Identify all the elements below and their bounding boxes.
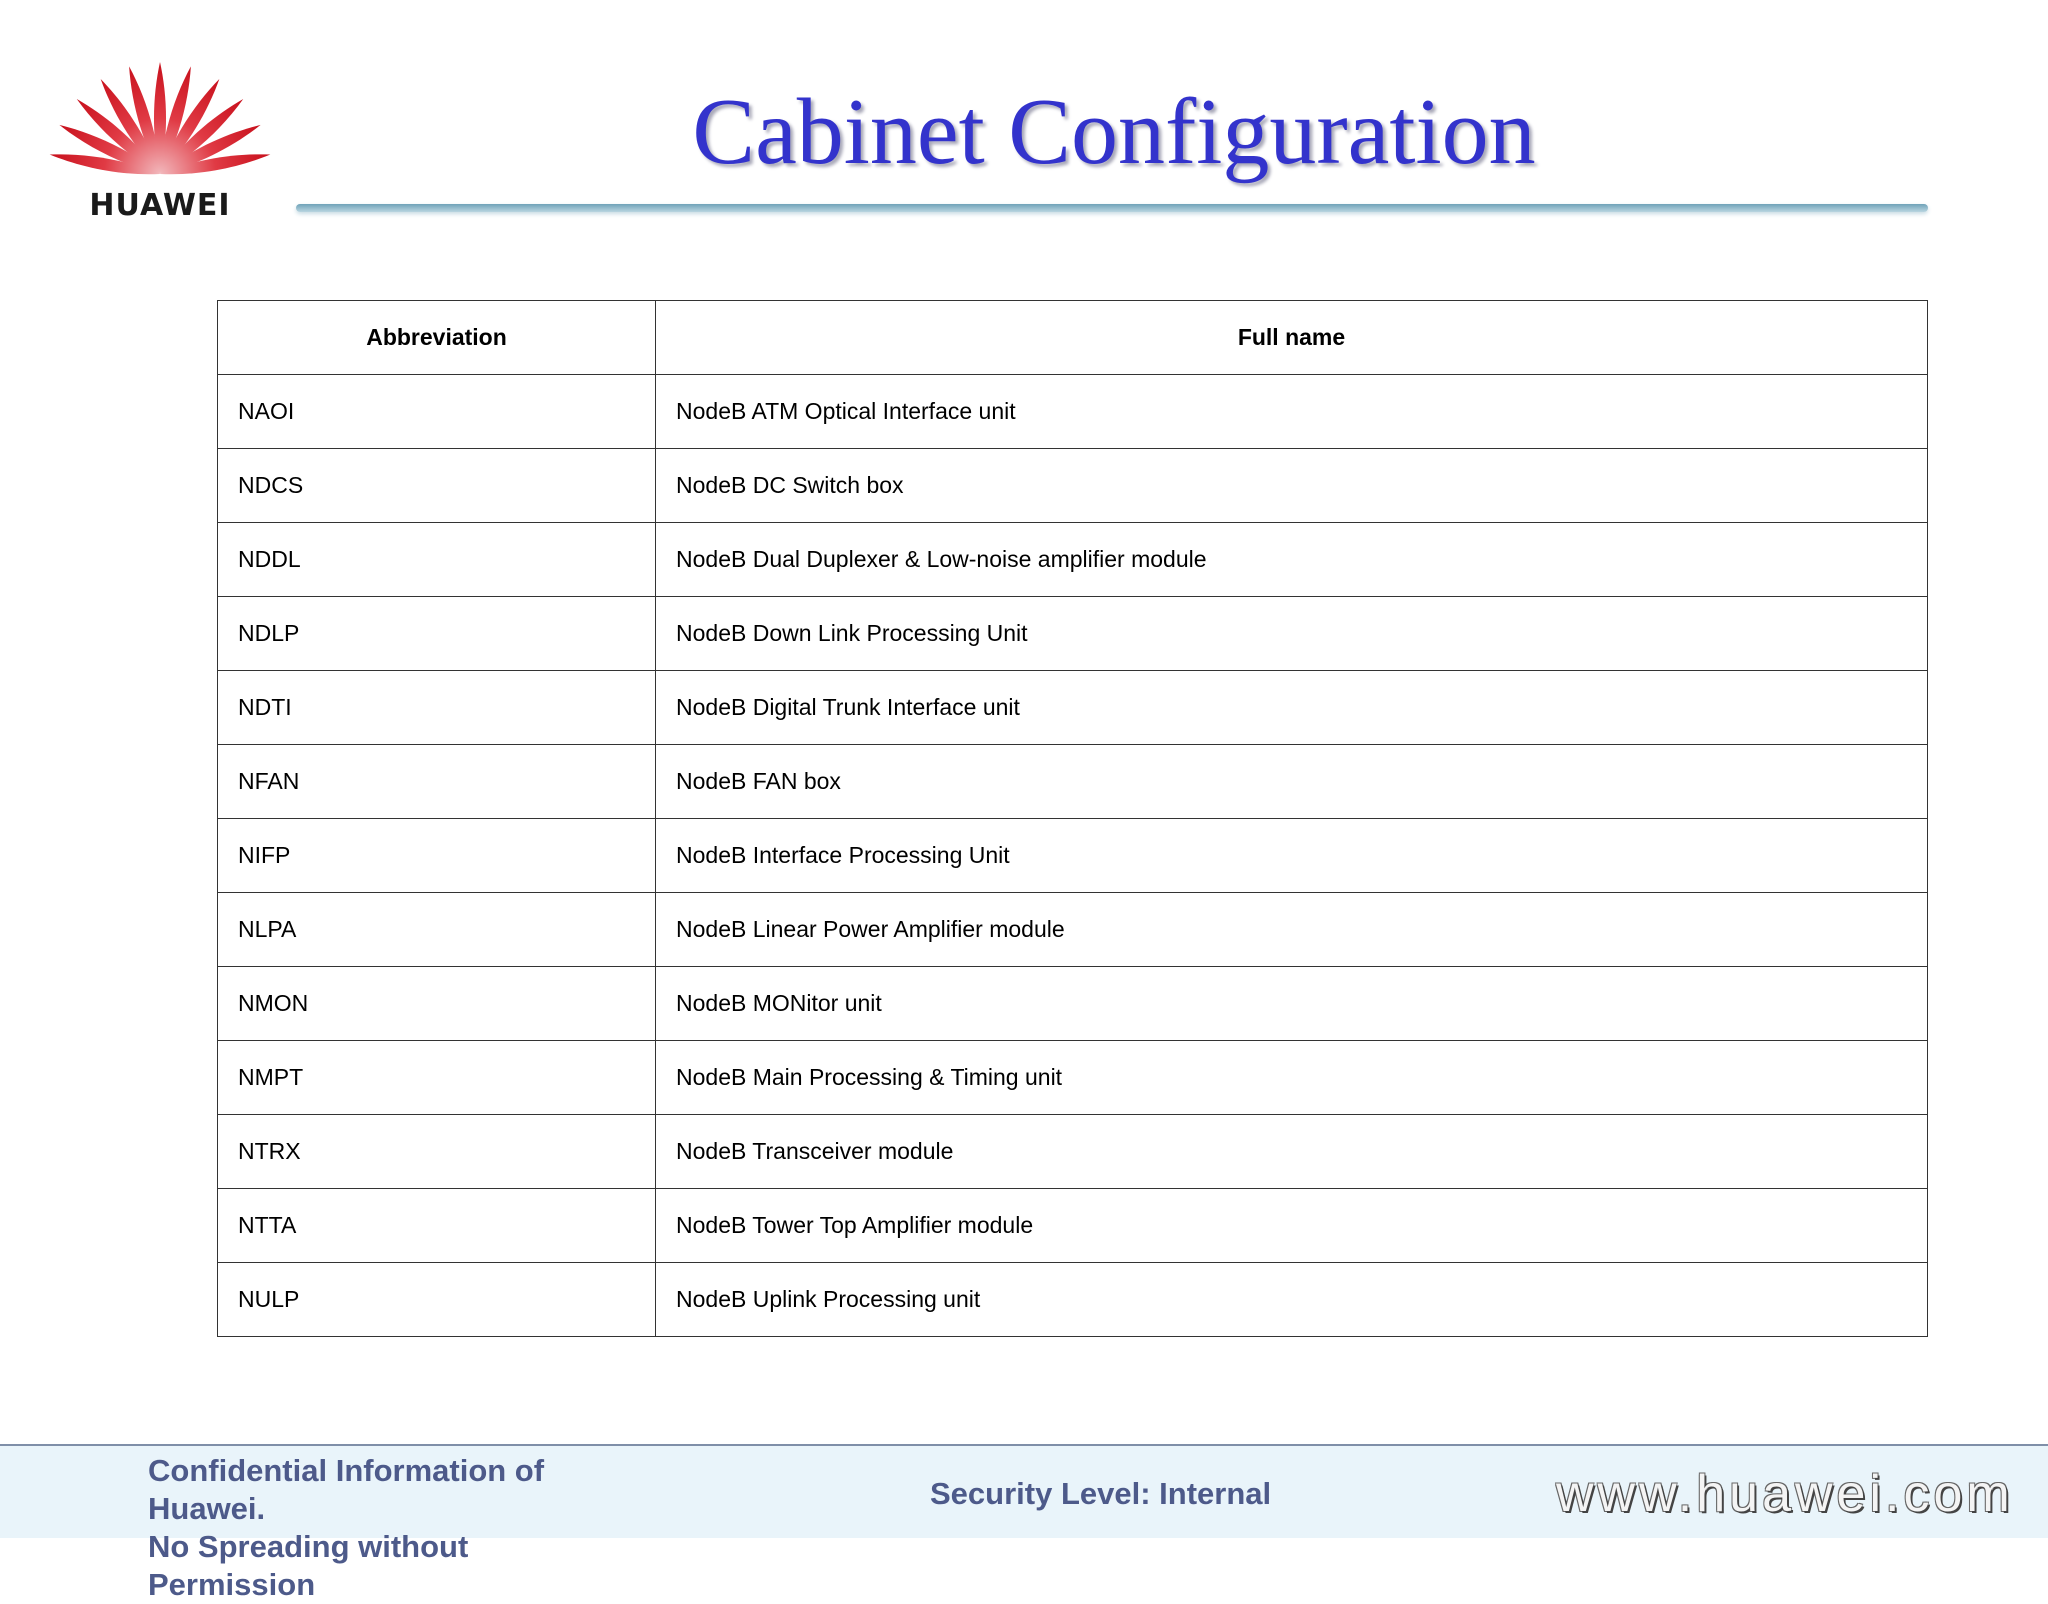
full-name-cell: NodeB Digital Trunk Interface unit [656, 671, 1928, 745]
full-name-cell: NodeB Interface Processing Unit [656, 819, 1928, 893]
confidential-notice [148, 1452, 628, 1604]
full-name-cell: NodeB Down Link Processing Unit [656, 597, 1928, 671]
abbreviation-cell: NDCS [218, 449, 656, 523]
full-name-cell: NodeB Transceiver module [656, 1115, 1928, 1189]
confidential-line-2: Huawei. [148, 1491, 266, 1526]
table-row [218, 1115, 1928, 1189]
full-name-cell: NodeB Dual Duplexer & Low-noise amplifier module [656, 523, 1928, 597]
abbreviation-cell: NTRX [218, 1115, 656, 1189]
abbreviation-cell: NMPT [218, 1041, 656, 1115]
abbreviation-cell: NDLP [218, 597, 656, 671]
confidential-line-1: Confidential Information of [148, 1453, 545, 1488]
website-url: www.huawei.com [1556, 1465, 2014, 1523]
full-name-cell: NodeB Tower Top Amplifier module [656, 1189, 1928, 1263]
confidential-line-3: No Spreading without Permission [148, 1529, 469, 1602]
title-divider [296, 204, 1928, 212]
full-name-cell: NodeB DC Switch box [656, 449, 1928, 523]
table-row [218, 1263, 1928, 1337]
page-title: Cabinet Configuration [692, 80, 1536, 184]
table-row [218, 745, 1928, 819]
column-header-full-name: Full name [656, 301, 1928, 375]
abbreviation-table [217, 300, 1928, 1337]
abbreviation-cell: NMON [218, 967, 656, 1041]
table-row [218, 449, 1928, 523]
table-header-row [218, 301, 1928, 375]
table-row [218, 1041, 1928, 1115]
full-name-cell: NodeB FAN box [656, 745, 1928, 819]
logo-wordmark: HUAWEI [89, 188, 231, 223]
abbreviation-cell: NULP [218, 1263, 656, 1337]
full-name-cell: NodeB Main Processing & Timing unit [656, 1041, 1928, 1115]
abbreviation-cell: NIFP [218, 819, 656, 893]
column-header-abbreviation: Abbreviation [218, 301, 656, 375]
table-row [218, 523, 1928, 597]
table-row [218, 1189, 1928, 1263]
full-name-cell: NodeB Uplink Processing unit [656, 1263, 1928, 1337]
abbreviation-cell: NAOI [218, 375, 656, 449]
abbreviation-cell: NDTI [218, 671, 656, 745]
table-row [218, 967, 1928, 1041]
abbreviation-cell: NDDL [218, 523, 656, 597]
full-name-cell: NodeB Linear Power Amplifier module [656, 893, 1928, 967]
full-name-cell: NodeB MONitor unit [656, 967, 1928, 1041]
abbreviation-cell: NTTA [218, 1189, 656, 1263]
security-level: Security Level: Internal [930, 1476, 1272, 1511]
table-row [218, 671, 1928, 745]
table-row [218, 893, 1928, 967]
abbreviation-cell: NLPA [218, 893, 656, 967]
full-name-cell: NodeB ATM Optical Interface unit [656, 375, 1928, 449]
table-row [218, 375, 1928, 449]
table-row [218, 819, 1928, 893]
slide-footer [0, 1444, 2048, 1602]
abbreviation-cell: NFAN [218, 745, 656, 819]
table-row [218, 597, 1928, 671]
